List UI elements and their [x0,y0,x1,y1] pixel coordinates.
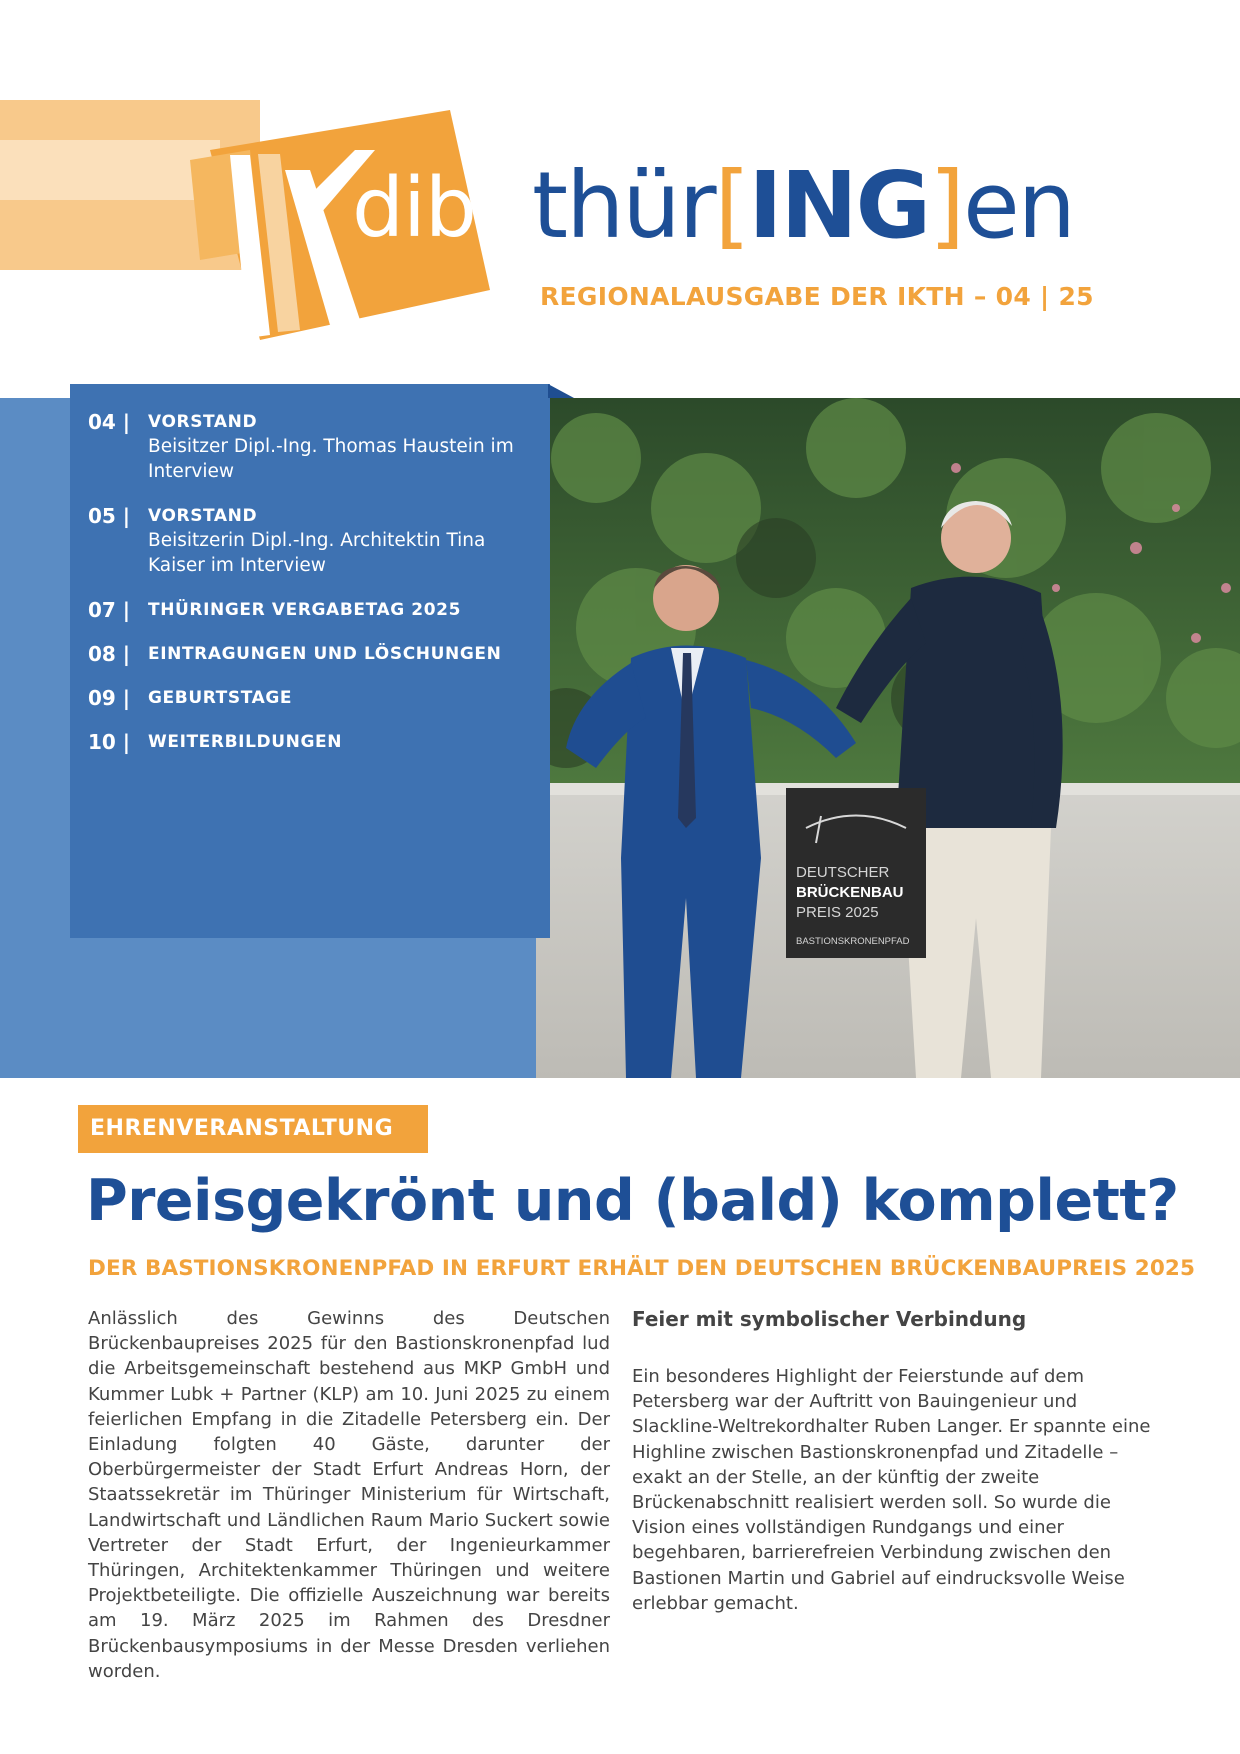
brand-prefix: thür [532,152,715,259]
article-subheadline: DER BASTIONSKRONENPFAD IN ERFURT ERHÄLT DEN DEUTSCHEN BRÜCKENBAUPREIS 2025 [88,1256,1196,1281]
toc-item-vorstand-1[interactable] [88,410,528,484]
table-of-contents [88,410,528,774]
plaque-line-3: PREIS 2025 [796,904,879,921]
cover-photo [536,398,1240,1078]
toc-page-number: 10 | [88,730,131,754]
toc-item-eintragungen[interactable] [88,642,528,666]
brand-suffix: en [963,152,1074,259]
toc-title: WEITERBILDUNGEN [148,732,343,752]
article-paragraph: Anlässlich des Gewinns des Deutschen Brückenbaupreises 2025 für den Bastionskronenpfad lud die Arbeitsgemeinschaft bestehend aus MKP GmbH und Kummer Lubk + Partner (KLP) am 10. Juni 2025 zu einem feierlichen Empfang in die Zitadelle Petersberg ein. Der Einladung folgten 40 Gäste, darunter der Oberbürgermeister der Stadt Erfurt Andreas Horn, der Staatssekretär im Thüringer Ministerium für Wirtschaft, Landwirtschaft und Ländlichen Raum Mario Suckert sowie Vertreter der Stadt Erfurt, der Ingenieurkammer Thüringen, Architektenkammer Thüringen und weitere Projektbeteiligte. Die offizielle Auszeichnung war bereits am 19. März 2025 im Rahmen des Dresdner Brückenbausymposiums in der Messe Dresden verliehen worden. [88,1308,610,1682]
logo-dib-text: dib [352,161,476,256]
article-headline: Preisgekrönt und (bald) komplett? [86,1168,1179,1234]
toc-item-weiterbildungen[interactable] [88,730,528,754]
photo-illustration [536,398,1240,1078]
article-kicker: EHRENVERANSTALTUNG [78,1105,428,1153]
toc-page-number: 04 | [88,410,131,434]
toc-panel-tab [548,384,574,398]
toc-title: THÜRINGER VERGABETAG 2025 [148,600,462,620]
toc-page-number: 05 | [88,504,131,528]
plaque-line-2: BRÜCKENBAU [796,884,904,901]
toc-subtitle: Beisitzer Dipl.-Ing. Thomas Haustein im Interview [148,436,514,482]
article-paragraph: Ein besonderes Highlight der Feierstunde auf dem Petersberg war der Auftritt von Bauingenieur und Slackline-Weltrekordhalter Ruben Langer. Er spannte eine Highline zwischen Bastionskronenpfad und Zitadelle – exakt an der Stelle, an der künftig der zweite Brückenabschnitt realisiert werden soll. So wurde die Vision eines vollständigen Rundgangs und einer begehbaren, barrierefreien Verbindung zwischen den Bastionen Martin und Gabriel auf eindrucksvolle Weise erlebbar gemacht. [632,1366,1151,1614]
edition-label: REGIONALAUSGABE DER IKTH – 04 | 25 [540,282,1094,311]
plaque-line-4: BASTIONSKRONENPFAD [796,936,910,947]
section-heading: Feier mit symbolischer Verbindung [632,1307,1027,1331]
brand-bracket-close: ] [929,152,964,259]
magazine-title [532,152,1074,259]
article-column-right [632,1306,1152,1616]
toc-item-vergabetag[interactable] [88,598,528,622]
toc-page-number: 09 | [88,686,131,710]
toc-title: VORSTAND [148,412,258,432]
brand-bracket-open: [ [714,152,749,259]
brand-highlight: ING [748,152,930,259]
toc-page-number: 07 | [88,598,131,622]
article-column-left [88,1306,610,1684]
toc-subtitle: Beisitzerin Dipl.-Ing. Architektin Tina Kaiser im Interview [148,530,486,576]
toc-page-number: 08 | [88,642,131,666]
toc-item-geburtstage[interactable] [88,686,528,710]
toc-title: EINTRAGUNGEN UND LÖSCHUNGEN [148,644,502,664]
toc-title: GEBURTSTAGE [148,688,293,708]
plaque-line-1: DEUTSCHER [796,864,890,881]
header-band-light [0,140,220,200]
toc-item-vorstand-2[interactable] [88,504,528,578]
toc-title: VORSTAND [148,506,258,526]
